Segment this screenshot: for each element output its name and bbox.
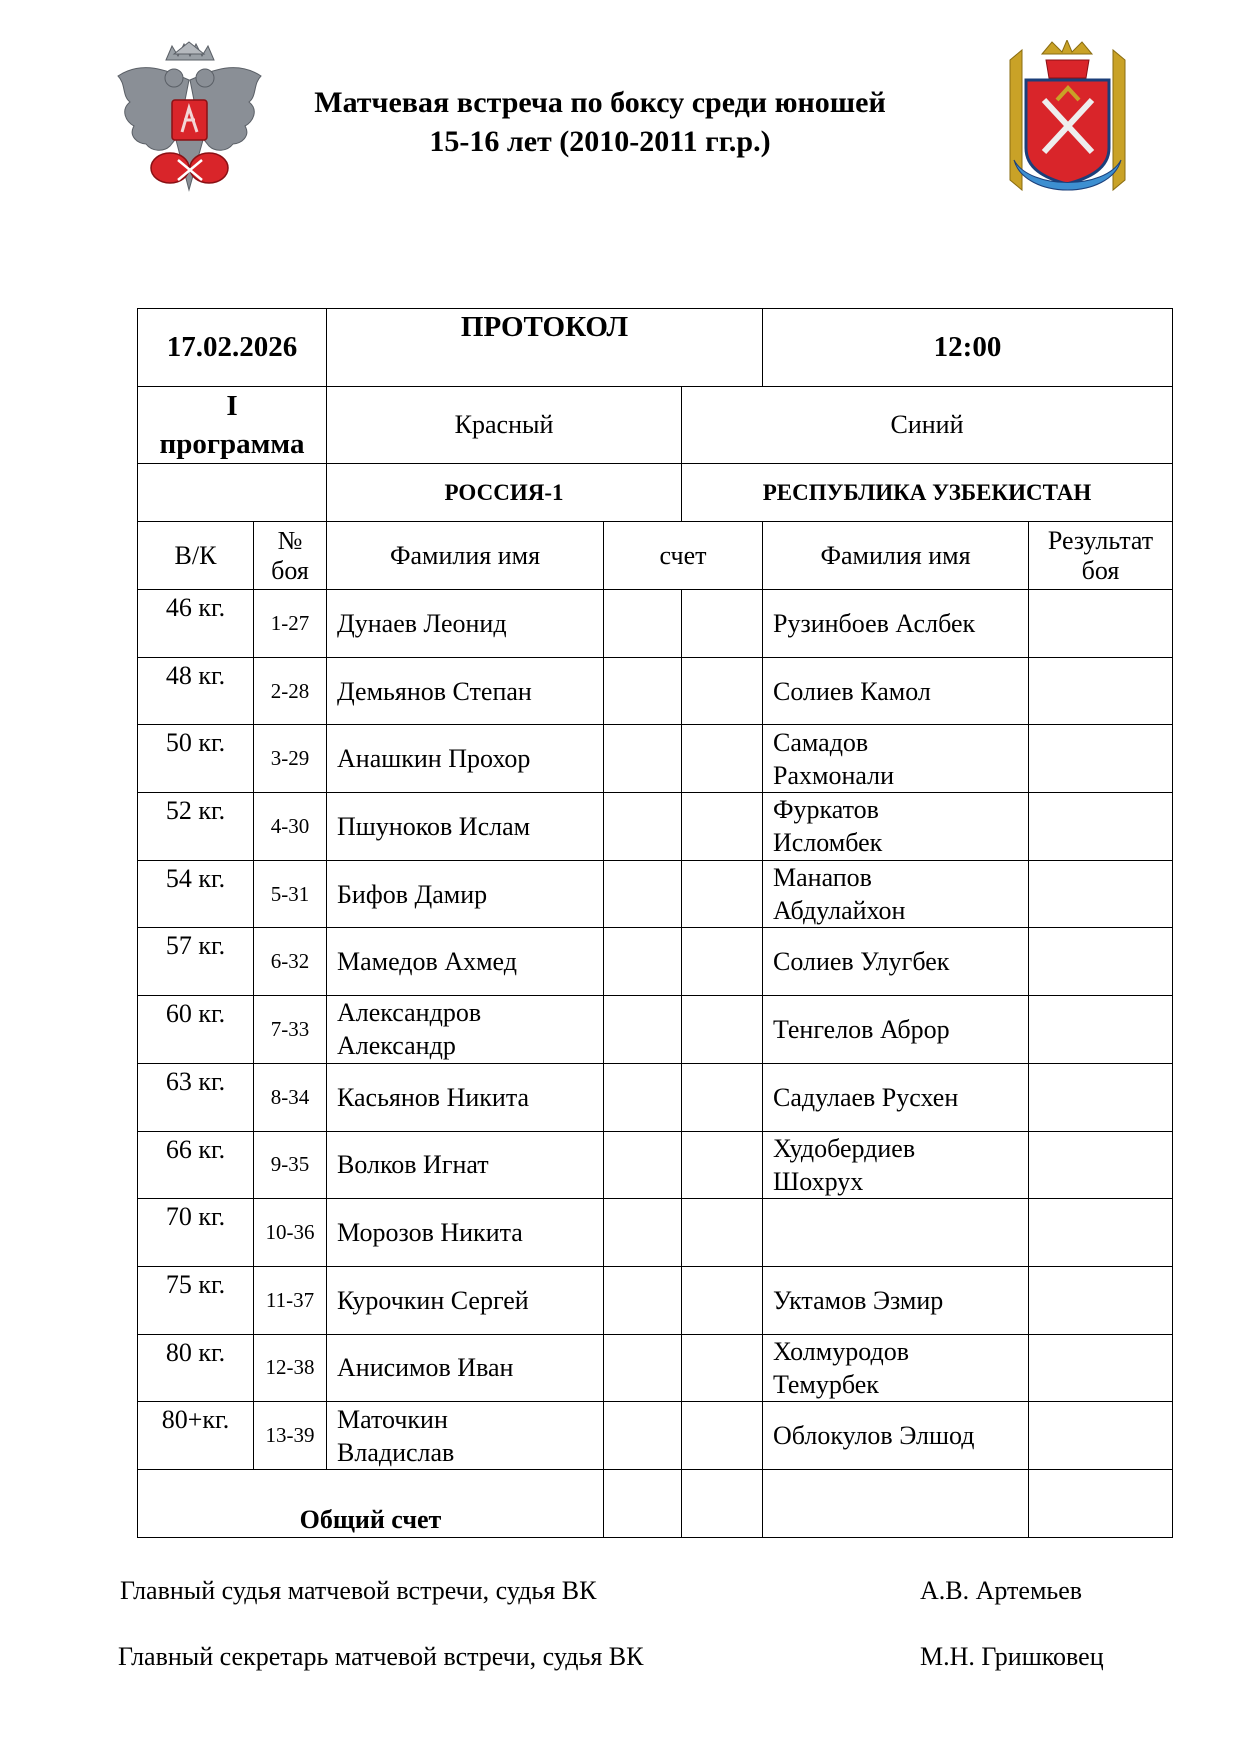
chief-judge-role: Главный судья матчевой встречи, судья ВК (120, 1576, 597, 1605)
red-boxer-name (327, 928, 604, 996)
program-word: программа (159, 428, 305, 460)
red-score-cell[interactable] (604, 1199, 682, 1267)
red-boxer-name-line-1: Маточкин (337, 1404, 448, 1434)
blue-boxer-name (763, 1199, 1029, 1267)
blue-boxer-name-line-1: Манапов (773, 863, 872, 893)
red-boxer-name-line-1: Анашкин Прохор (337, 744, 531, 774)
blue-boxer-name-line-2: Рахмонали (773, 760, 895, 790)
bout-result-cell[interactable] (1029, 928, 1173, 996)
bout-row (138, 860, 1173, 928)
empty-team-cell (138, 464, 327, 522)
red-score-cell[interactable] (604, 1402, 682, 1470)
blue-boxer-name-line-1: Самадов (773, 727, 869, 757)
red-boxer-name-line-1: Александров (337, 998, 482, 1028)
bout-row (138, 1402, 1173, 1470)
red-boxer-name (327, 590, 604, 658)
total-score-blue[interactable] (682, 1469, 763, 1537)
result-header (1029, 522, 1173, 590)
bout-row (138, 1266, 1173, 1334)
bout-number: 2-28 (254, 657, 327, 725)
bout-result-cell[interactable] (1029, 1131, 1173, 1199)
bout-row (138, 996, 1173, 1064)
red-boxer-name-line-1: Дунаев Леонид (337, 608, 507, 638)
red-boxer-name-line-1: Касьянов Никита (337, 1082, 530, 1112)
red-name-header: Фамилия имя (327, 522, 604, 590)
bout-row (138, 725, 1173, 793)
chief-secretary-role: Главный секретарь матчевой встречи, судья ВК (118, 1642, 644, 1671)
weight-class: 70 кг. (138, 1199, 254, 1267)
blue-score-cell[interactable] (682, 996, 763, 1064)
bout-number: 12-38 (254, 1334, 327, 1402)
program-numeral: I (226, 390, 238, 422)
blue-name-header: Фамилия имя (763, 522, 1029, 590)
bout-result-cell[interactable] (1029, 657, 1173, 725)
blue-boxer-name-line-2: Исломбек (773, 828, 883, 858)
blue-score-cell[interactable] (682, 928, 763, 996)
blue-team-name: РЕСПУБЛИКА УЗБЕКИСТАН (682, 464, 1173, 522)
total-result[interactable] (1029, 1469, 1173, 1537)
saint-petersburg-emblem (1000, 40, 1135, 200)
weight-class: 80 кг. (138, 1334, 254, 1402)
bout-row (138, 1131, 1173, 1199)
red-team-name: РОССИЯ-1 (327, 464, 682, 522)
red-boxer-name-line-1: Мамедов Ахмед (337, 947, 517, 977)
red-score-cell[interactable] (604, 793, 682, 861)
weight-class: 54 кг. (138, 860, 254, 928)
red-score-cell[interactable] (604, 928, 682, 996)
blue-score-cell[interactable] (682, 860, 763, 928)
program-label (138, 387, 327, 464)
weight-class: 66 кг. (138, 1131, 254, 1199)
blue-boxer-name (763, 1402, 1029, 1470)
column-header-row (138, 522, 1173, 590)
weight-class: 57 кг. (138, 928, 254, 996)
blue-boxer-name-line-1: Рузинбоев Аслбек (773, 608, 976, 638)
red-boxer-name-line-1: Пшуноков Ислам (337, 811, 531, 841)
red-boxer-name (327, 860, 604, 928)
blue-score-cell[interactable] (682, 1334, 763, 1402)
protocol-title: ПРОТОКОЛ (327, 309, 763, 387)
blue-boxer-name-line-2: Шохрух (773, 1166, 864, 1196)
bout-result-cell[interactable] (1029, 1063, 1173, 1131)
blue-boxer-name (763, 793, 1029, 861)
bout-row (138, 793, 1173, 861)
bout-row (138, 590, 1173, 658)
bout-result-cell[interactable] (1029, 793, 1173, 861)
red-score-cell[interactable] (604, 657, 682, 725)
bout-number: 8-34 (254, 1063, 327, 1131)
blue-boxer-name (763, 1266, 1029, 1334)
bout-number: 13-39 (254, 1402, 327, 1470)
bout-number: 1-27 (254, 590, 327, 658)
red-score-cell[interactable] (604, 996, 682, 1064)
red-boxer-name-line-2: Владислав (337, 1437, 455, 1467)
blue-boxer-name-line-1: Солиев Камол (773, 676, 931, 706)
result-header-line-2: боя (1081, 555, 1120, 585)
event-title-line-2: 15-16 лет (2010-2011 гг.р.) (429, 125, 771, 158)
chief-judge-name: А.В. Артемьев (920, 1576, 1083, 1605)
blue-score-cell[interactable] (682, 657, 763, 725)
bout-result-cell[interactable] (1029, 590, 1173, 658)
blue-boxer-name (763, 590, 1029, 658)
bout-number-header-line-1: № (277, 525, 303, 555)
result-header-line-1: Результат (1047, 525, 1154, 555)
blue-boxer-name (763, 928, 1029, 996)
total-score-row (138, 1469, 1173, 1537)
red-boxer-name-line-1: Морозов Никита (337, 1218, 523, 1248)
red-score-cell[interactable] (604, 1334, 682, 1402)
score-header: счет (604, 522, 763, 590)
blue-boxer-name (763, 996, 1029, 1064)
blue-boxer-name-line-1: Тенгелов Аброр (773, 1014, 950, 1044)
bout-row (138, 657, 1173, 725)
bout-row (138, 1063, 1173, 1131)
bout-number-header-line-2: боя (271, 555, 309, 585)
bout-result-cell[interactable] (1029, 1402, 1173, 1470)
red-boxer-name (327, 1334, 604, 1402)
blue-boxer-name (763, 860, 1029, 928)
blue-boxer-name-line-1: Солиев Улугбек (773, 947, 950, 977)
red-score-cell[interactable] (604, 860, 682, 928)
weight-class: 60 кг. (138, 996, 254, 1064)
bout-result-cell[interactable] (1029, 1334, 1173, 1402)
total-score-label: Общий счет (138, 1469, 604, 1537)
red-boxer-name-line-1: Бифов Дамир (337, 879, 488, 909)
red-boxer-name (327, 1131, 604, 1199)
red-boxer-name (327, 657, 604, 725)
blue-boxer-name-line-1: Холмуродов (773, 1336, 909, 1366)
weight-class: 63 кг. (138, 1063, 254, 1131)
bout-number: 5-31 (254, 860, 327, 928)
red-boxer-name (327, 1266, 604, 1334)
red-boxer-name (327, 996, 604, 1064)
red-score-cell[interactable] (604, 725, 682, 793)
bout-number: 9-35 (254, 1131, 327, 1199)
blue-boxer-name (763, 1131, 1029, 1199)
blue-score-cell[interactable] (682, 590, 763, 658)
bout-number: 3-29 (254, 725, 327, 793)
blue-score-cell[interactable] (682, 1063, 763, 1131)
blue-score-cell[interactable] (682, 1131, 763, 1199)
red-boxer-name (327, 1402, 604, 1470)
blue-boxer-name-line-1: Фуркатов (773, 795, 879, 825)
red-corner-label: Красный (327, 387, 682, 464)
red-score-cell[interactable] (604, 590, 682, 658)
weight-class: 46 кг. (138, 590, 254, 658)
blue-boxer-name (763, 1334, 1029, 1402)
bout-number: 6-32 (254, 928, 327, 996)
red-score-cell[interactable] (604, 1266, 682, 1334)
bout-result-cell[interactable] (1029, 725, 1173, 793)
red-boxer-name (327, 725, 604, 793)
red-boxer-name-line-1: Волков Игнат (337, 1150, 489, 1180)
blue-score-cell[interactable] (682, 1199, 763, 1267)
red-score-cell[interactable] (604, 1063, 682, 1131)
bout-number-header (254, 522, 327, 590)
blue-boxer-name (763, 1063, 1029, 1131)
blue-score-cell[interactable] (682, 793, 763, 861)
weight-class: 75 кг. (138, 1266, 254, 1334)
weight-header: В/К (138, 522, 254, 590)
bout-row (138, 1334, 1173, 1402)
protocol-table (137, 308, 1173, 1538)
red-boxer-name (327, 793, 604, 861)
blue-score-cell[interactable] (682, 725, 763, 793)
protocol-date: 17.02.2026 (138, 309, 327, 387)
chief-secretary-name: М.Н. Гришковец (920, 1642, 1104, 1671)
red-boxer-name (327, 1063, 604, 1131)
blue-boxer-name-line-2: Темурбек (773, 1369, 879, 1399)
bout-number: 4-30 (254, 793, 327, 861)
weight-class: 80+кг. (138, 1402, 254, 1470)
red-boxer-name (327, 1199, 604, 1267)
blue-boxer-name-line-1: Садулаев Русхен (773, 1082, 959, 1112)
bout-number: 10-36 (254, 1199, 327, 1267)
weight-class: 50 кг. (138, 725, 254, 793)
red-score-cell[interactable] (604, 1131, 682, 1199)
blue-boxer-name-line-1: Уктамов Эзмир (773, 1285, 944, 1315)
weight-class: 52 кг. (138, 793, 254, 861)
weight-class: 48 кг. (138, 657, 254, 725)
bout-number: 11-37 (254, 1266, 327, 1334)
red-boxer-name-line-2: Александр (337, 1031, 456, 1061)
blue-score-cell[interactable] (682, 1266, 763, 1334)
blue-score-cell[interactable] (682, 1402, 763, 1470)
red-boxer-name-line-1: Курочкин Сергей (337, 1285, 529, 1315)
bout-number: 7-33 (254, 996, 327, 1064)
blue-boxer-name-line-2: Абдулайхон (773, 896, 906, 926)
protocol-time: 12:00 (763, 309, 1173, 387)
bout-row (138, 928, 1173, 996)
bout-row (138, 1199, 1173, 1267)
bout-result-cell[interactable] (1029, 860, 1173, 928)
event-title-line-1: Матчевая встреча по боксу среди юношей (314, 86, 886, 119)
bout-result-cell[interactable] (1029, 1199, 1173, 1267)
blue-boxer-name-line-1: Худобердиев (773, 1133, 916, 1163)
bout-result-cell[interactable] (1029, 1266, 1173, 1334)
blue-boxer-name (763, 725, 1029, 793)
total-empty (763, 1469, 1029, 1537)
red-boxer-name-line-1: Анисимов Иван (337, 1353, 514, 1383)
blue-corner-label: Синий (682, 387, 1173, 464)
total-score-red[interactable] (604, 1469, 682, 1537)
blue-boxer-name-line-1: Облокулов Элшод (773, 1421, 975, 1451)
red-boxer-name-line-1: Демьянов Степан (337, 676, 532, 706)
bout-result-cell[interactable] (1029, 996, 1173, 1064)
blue-boxer-name (763, 657, 1029, 725)
